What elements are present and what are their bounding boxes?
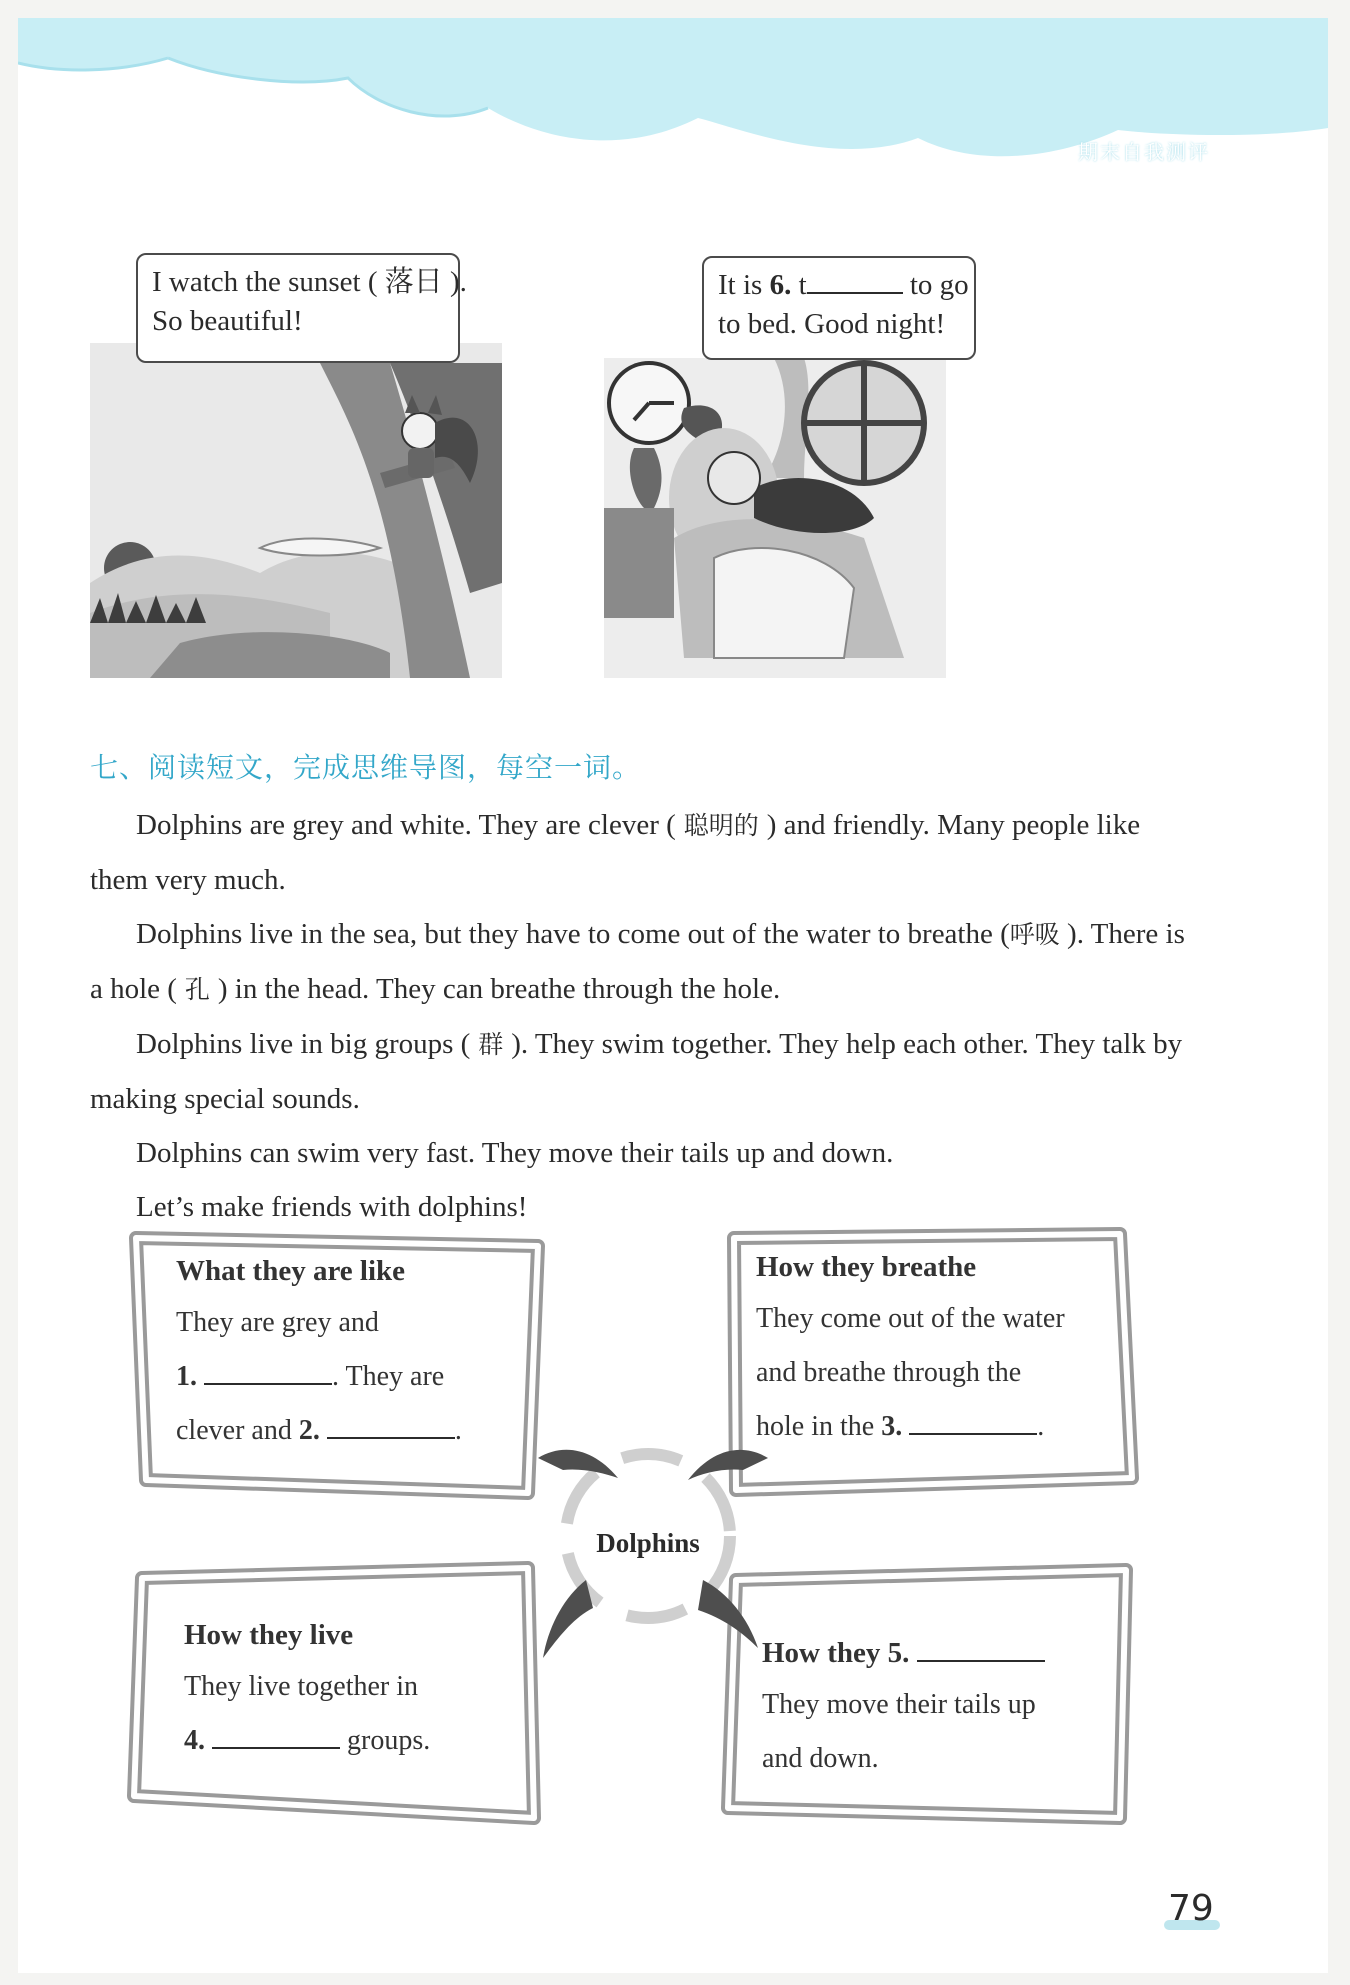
box-living-line2	[184, 1714, 514, 1768]
p1-text-b: ) and friendly. Many people like them very much.	[90, 809, 1141, 896]
blank-number-6: 6.	[769, 269, 792, 301]
box-appearance-line3	[176, 1404, 516, 1458]
blank-number-2: 2.	[298, 1415, 320, 1446]
answer-blank-5[interactable]	[917, 1634, 1045, 1662]
sunset-illustration	[90, 343, 502, 678]
box-breathing-end: .	[1037, 1411, 1045, 1442]
bedtime-illustration	[604, 358, 946, 678]
answer-blank-4[interactable]	[212, 1721, 340, 1749]
blank-number-3: 3.	[881, 1411, 903, 1442]
passage-paragraph-5: Let’s make friends with dolphins!	[136, 1191, 528, 1223]
mind-map-box-living	[184, 1610, 514, 1768]
answer-blank-2[interactable]	[327, 1411, 455, 1439]
section-title: 七、阅读短文，完成思维导图，每空一词。	[90, 751, 642, 784]
box-appearance-end: .	[454, 1415, 462, 1446]
box-breathing-line3	[756, 1400, 1116, 1454]
p2-gloss: 呼吸	[1009, 920, 1060, 949]
box-breathing-title: How they breathe	[756, 1251, 977, 1283]
p1-text-a: Dolphins are grey and white. They are clever (	[136, 809, 676, 841]
box-swimming-title-text: How they	[762, 1637, 888, 1669]
speech-bubble-sunset	[136, 253, 467, 363]
p2-text-b: ). There is a hole (	[90, 918, 1185, 1005]
header-label: 期末自我测评	[1078, 140, 1210, 164]
bedroom-scene	[604, 358, 946, 678]
passage-paragraph-3	[90, 1017, 1200, 1126]
reading-passage	[90, 798, 1200, 1234]
mind-map-center: Dolphins	[596, 1528, 700, 1558]
passage-paragraph-1	[90, 798, 1200, 907]
box-appearance-text-2: clever and	[176, 1415, 299, 1446]
passage-paragraph-4: Dolphins can swim very fast. They move their tails up and down.	[136, 1137, 894, 1169]
box-swimming-title	[762, 1628, 1102, 1678]
blank-number-1: 1.	[176, 1361, 197, 1392]
mind-map-box-swimming	[762, 1628, 1102, 1786]
answer-blank-3[interactable]	[909, 1407, 1037, 1435]
box-living-text: groups.	[340, 1725, 431, 1756]
p1-gloss: 聪明的	[675, 811, 767, 840]
speech-bubble-bedtime	[702, 256, 976, 360]
box-living-line1: They live together in	[184, 1671, 419, 1702]
box-swimming-line1: They move their tails up	[762, 1689, 1036, 1720]
mind-map-box-breathing	[756, 1242, 1116, 1454]
p3-text-a: Dolphins live in big groups (	[136, 1028, 471, 1060]
answer-blank-1[interactable]	[204, 1357, 332, 1385]
bubble-bedtime-line2: to bed. Good night!	[718, 308, 946, 340]
box-breathing-text: hole in the	[756, 1411, 882, 1442]
box-appearance-line1: They are grey and	[176, 1307, 379, 1338]
p2-text-c: ) in the head. They can breathe through the hole.	[217, 973, 781, 1005]
box-breathing-line1: They come out of the water	[756, 1303, 1065, 1334]
blank-hint-letter: t	[791, 269, 807, 301]
bubble-bedtime-tail: to go	[902, 269, 969, 301]
dolphin-icon-1	[538, 1450, 618, 1478]
bubble-bedtime-line1	[718, 266, 969, 305]
bubble-sunset-line2: So beautiful!	[152, 305, 303, 337]
bubble-sunset-line1: I watch the sunset ( 落日 ).	[152, 266, 467, 298]
answer-blank-6[interactable]	[807, 266, 903, 294]
blank-number-4: 4.	[184, 1725, 205, 1756]
box-appearance-line2	[176, 1350, 516, 1404]
p2-gloss-2: 孔	[176, 975, 218, 1004]
textbook-page	[18, 18, 1328, 1973]
dolphin-mind-map	[18, 1218, 1328, 1858]
p3-gloss: 群	[470, 1030, 512, 1059]
dolphin-icon-2	[688, 1450, 768, 1480]
dolphin-icon-3	[543, 1580, 593, 1658]
bubble-bedtime-text: It is	[718, 269, 770, 301]
box-breathing-line2: and breathe through the	[756, 1357, 1022, 1388]
box-appearance-title: What they are like	[176, 1255, 406, 1287]
passage-paragraph-2	[90, 907, 1200, 1017]
sunset-scene	[90, 343, 502, 678]
p2-text-a: Dolphins live in the sea, but they have to come out of the water to breathe (	[136, 918, 1010, 950]
p3-text-b: ). They swim together. They help each other. They talk by making special sounds.	[90, 1028, 1183, 1115]
page-number: 79	[1168, 1888, 1214, 1929]
mind-map-box-appearance	[176, 1246, 516, 1458]
box-appearance-text: . They are	[332, 1361, 445, 1392]
box-swimming-line2: and down.	[762, 1743, 879, 1774]
box-living-title: How they live	[184, 1619, 354, 1651]
blank-number-5: 5.	[887, 1637, 910, 1669]
